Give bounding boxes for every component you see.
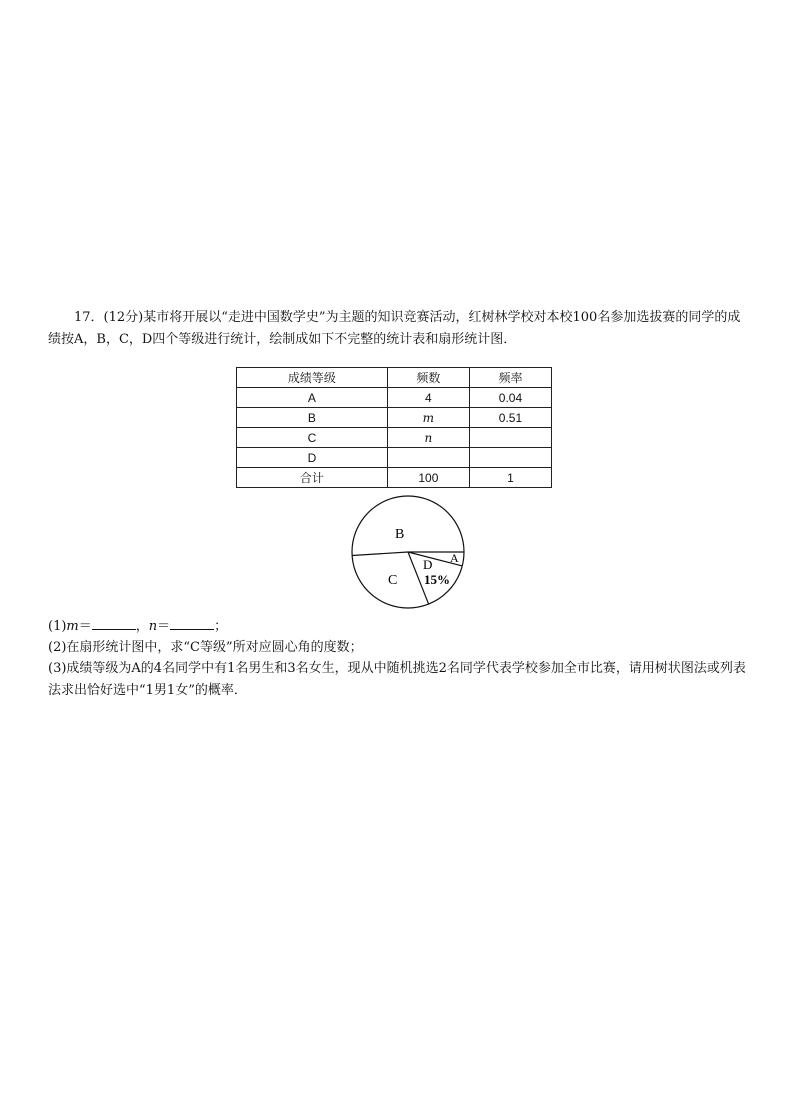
pie-label-c: C bbox=[388, 573, 398, 588]
question-2: (2)在扇形统计图中，求“C等级”所对应圆心角的度数； bbox=[48, 640, 363, 655]
table-cell: C bbox=[237, 428, 388, 448]
question-3: (3)成绩等级为A的4名同学中有1名男生和3名女生，现从中随机挑选2名同学代表学校参加全市比赛，请用树状图法或列表法求出恰好选中“1男1女”的概率． bbox=[48, 661, 746, 698]
answer-blank-n[interactable] bbox=[170, 617, 214, 630]
pie-label-a: A bbox=[450, 551, 459, 565]
table-cell: D bbox=[237, 448, 388, 468]
pie-boundary-c-b bbox=[352, 552, 408, 556]
q1-separator: ， bbox=[135, 619, 149, 634]
table-header: 频数 bbox=[387, 368, 469, 388]
table-row bbox=[237, 468, 552, 488]
table-cell: 1 bbox=[469, 468, 551, 488]
answer-blank-m[interactable] bbox=[92, 617, 136, 630]
table-cell bbox=[387, 448, 469, 468]
table-cell: A bbox=[237, 388, 388, 408]
table-header: 频率 bbox=[469, 368, 551, 388]
q1-var-m: m bbox=[66, 619, 79, 634]
table-cell: 0.04 bbox=[469, 388, 551, 408]
q1-end: ； bbox=[214, 619, 228, 634]
table-cell bbox=[469, 448, 551, 468]
question-1 bbox=[48, 616, 748, 638]
q1-var-n: n bbox=[148, 619, 158, 634]
table-header-row bbox=[237, 368, 552, 388]
statistics-table bbox=[236, 367, 552, 488]
table-cell: B bbox=[237, 408, 388, 428]
pie-chart bbox=[350, 494, 470, 612]
table-row bbox=[237, 428, 552, 448]
pie-annotation-15-percent: 15% bbox=[424, 572, 450, 587]
table-row bbox=[237, 408, 552, 428]
pie-label-b: B bbox=[395, 527, 405, 542]
table-cell: 0.51 bbox=[469, 408, 551, 428]
table-cell: 100 bbox=[387, 468, 469, 488]
table-cell: 合计 bbox=[237, 468, 388, 488]
table-cell: 4 bbox=[387, 388, 469, 408]
pie-label-d: D bbox=[423, 557, 433, 572]
problem-intro: 17．(12分)某市将开展以“走进中国数学史”为主题的知识竞赛活动，红树林学校对本校100名参加选拔赛的同学的成绩按A，B，C，D四个等级进行统计，绘制成如下不完整的统计表和扇形统计图． bbox=[48, 310, 741, 347]
table-cell: n bbox=[387, 428, 469, 448]
q1-prefix: (1) bbox=[48, 619, 67, 634]
table-row bbox=[237, 388, 552, 408]
q1-equals-1: ＝ bbox=[78, 619, 92, 634]
table-cell bbox=[469, 428, 551, 448]
table-row bbox=[237, 448, 552, 468]
table-cell: m bbox=[387, 408, 469, 428]
table-header: 成绩等级 bbox=[237, 368, 388, 388]
q1-equals-2: ＝ bbox=[157, 619, 171, 634]
